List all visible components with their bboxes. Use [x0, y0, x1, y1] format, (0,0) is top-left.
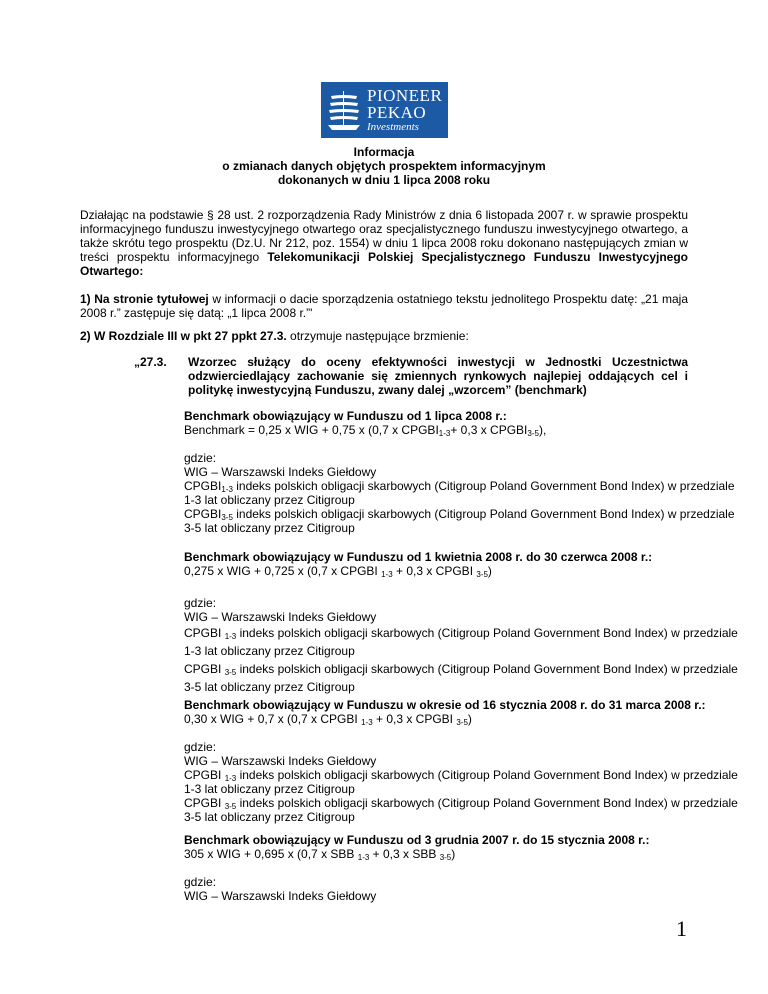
change-2-text: otrzymuje następujące brzmienie:: [286, 329, 469, 343]
benchmark-3-cpgbi-35: CPGBI $_{3-5}$ indeks polskich obligacji skarbowych (Citigroup Poland Government Bond Index) w przedziale: [184, 796, 738, 811]
benchmark-2-gdzie: gdzie:: [184, 596, 217, 610]
benchmark-3-cpgbi-35-cont: 3-5 lat obliczany przez Citigroup: [184, 810, 355, 824]
intro-fund-name: Telekomunikacji Polskiej Specjalistycznego Funduszu Inwestycyjnego Otwartego:: [80, 250, 688, 278]
change-1-label: 1) Na stronie tytułowej: [80, 292, 209, 306]
benchmark-1-cpgbi-35: $CPGBI_{3-5}$ indeks polskich obligacji skarbowych (Citigroup Poland Government Bond Index) w przedziale: [184, 507, 735, 522]
benchmark-block-3: [184, 698, 738, 824]
benchmark-1-heading: Benchmark obowiązujący w Funduszu od 1 lipca 2008 r.:: [184, 409, 507, 423]
change-1-paragraph: [80, 292, 688, 320]
benchmark-3-cpgbi-13: CPGBI $_{1-3}$ indeks polskich obligacji skarbowych (Citigroup Poland Government Bond Index) w przedziale: [184, 768, 738, 783]
benchmark-1-gdzie: gdzie:: [184, 451, 217, 465]
benchmark-block-1: [184, 409, 735, 535]
benchmark-2-heading: Benchmark obowiązujący w Funduszu od 1 kwietnia 2008 r. do 30 czerwca 2008 r.:: [184, 550, 653, 564]
benchmark-1-cpgbi-35-cont: 3-5 lat obliczany przez Citigroup: [184, 521, 355, 535]
section-heading: Wzorzec służący do oceny efektywności inwestycji w Jednostki Uczestnictwa odzwierciedlający zachowanie się zmiennych rynkowych najlepiej oddających cel i politykę inwestycyjną Funduszu, zwany dalej „wzorcem” (benchmark): [188, 355, 688, 397]
benchmark-block-4: [184, 833, 688, 903]
benchmark-1-cpgbi-13: $CPGBI_{1-3}$ indeks polskich obligacji skarbowych (Citigroup Poland Government Bond Index) w przedziale: [184, 479, 735, 494]
benchmark-3-wig: WIG – Warszawski Indeks Giełdowy: [184, 754, 377, 768]
page-number: 1: [676, 916, 687, 941]
pioneer-pekao-logo: [321, 82, 448, 138]
benchmark-4-formula: 305 x WIG + 0,695 x (0,7 x SBB $_{1-3}$ + 0,3 x SBB $_{3-5}$): [184, 847, 456, 862]
benchmark-3-heading: Benchmark obowiązujący w Funduszu w okresie od 16 stycznia 2008 r. do 31 marca 2008 r.:: [184, 698, 706, 712]
benchmark-3-cpgbi-13-cont: 1-3 lat obliczany przez Citigroup: [184, 782, 355, 796]
benchmark-2-cpgbi-13-cont: 1-3 lat obliczany przez Citigroup: [184, 644, 355, 658]
benchmark-3-formula: 0,30 x WIG + 0,7 x (0,7 x CPGBI $_{1-3}$ + 0,3 x CPGBI $_{3-5}$): [184, 712, 472, 727]
benchmark-block-2: [184, 550, 738, 696]
benchmark-2-cpgbi-13: CPGBI $_{1-3}$ indeks polskich obligacji skarbowych (Citigroup Poland Government Bond Index) w przedziale: [184, 626, 738, 641]
benchmark-4-wig: WIG – Warszawski Indeks Giełdowy: [184, 889, 377, 903]
intro-paragraph: [80, 208, 688, 278]
title-line-2: o zmianach danych objętych prospektem informacyjnym: [222, 159, 546, 173]
change-2-paragraph: [80, 329, 688, 343]
benchmark-1-cpgbi-13-cont: 1-3 lat obliczany przez Citigroup: [184, 493, 355, 507]
benchmark-2-formula: 0,275 x WIG + 0,725 x (0,7 x CPGBI $_{1-3}$ + 0,3 x CPGBI $_{3-5}$): [184, 564, 492, 579]
benchmark-1-formula: Benchmark = 0,25 x WIG + 0,75 x (0,7 x $CPGBI_{1-3}+ 0,3$ x $CPGBI_{3-5}$),: [184, 423, 547, 438]
title-line-1: Informacja: [353, 145, 415, 159]
benchmark-4-gdzie: gdzie:: [184, 875, 217, 889]
logo-text-pekao: PEKAO: [367, 102, 427, 122]
intro-text: Działając na podstawie § 28 ust. 2 rozporządzenia Rady Ministrów z dnia 6 listopada 2007 r. w sprawie prospektu informacyjnego funduszu inwestycyjnego otwartego oraz specjalistycznego funduszu inwestycyjnego otwartego, a także skrótu tego prospektu (Dz.U. Nr 212, poz. 1554) w dniu 1 lipca 2008 roku dokonano następujących zmian w treści prospektu informacyjnego: [80, 208, 688, 264]
title-line-3: dokonanych w dniu 1 lipca 2008 roku: [277, 173, 491, 187]
ship-logo-icon: [327, 88, 361, 132]
benchmark-2-wig: WIG – Warszawski Indeks Giełdowy: [184, 610, 377, 624]
benchmark-3-gdzie: gdzie:: [184, 740, 217, 754]
document-title: [0, 145, 768, 187]
benchmark-2-cpgbi-35: CPGBI $_{3-5}$ indeks polskich obligacji skarbowych (Citigroup Poland Government Bond Index) w przedziale: [184, 662, 738, 677]
benchmark-4-heading: Benchmark obowiązujący w Funduszu od 3 grudnia 2007 r. do 15 stycznia 2008 r.:: [184, 833, 650, 847]
benchmark-2-cpgbi-35-cont: 3-5 lat obliczany przez Citigroup: [184, 680, 355, 694]
change-1-text: w informacji o dacie sporządzenia ostatniego tekstu jednolitego Prospektu datę: „21 maja 2008 r.” zastępuje się datą: „1 lipca 2008 r.”': [80, 292, 688, 320]
benchmark-1-wig: WIG – Warszawski Indeks Giełdowy: [184, 465, 377, 479]
logo-text-pioneer: PIONEER: [367, 85, 443, 105]
change-2-label: 2) W Rozdziale III w pkt 27 ppkt 27.3.: [80, 329, 287, 343]
logo-text-investments: Investments: [367, 120, 419, 133]
section-number: „27.3.: [134, 355, 167, 369]
